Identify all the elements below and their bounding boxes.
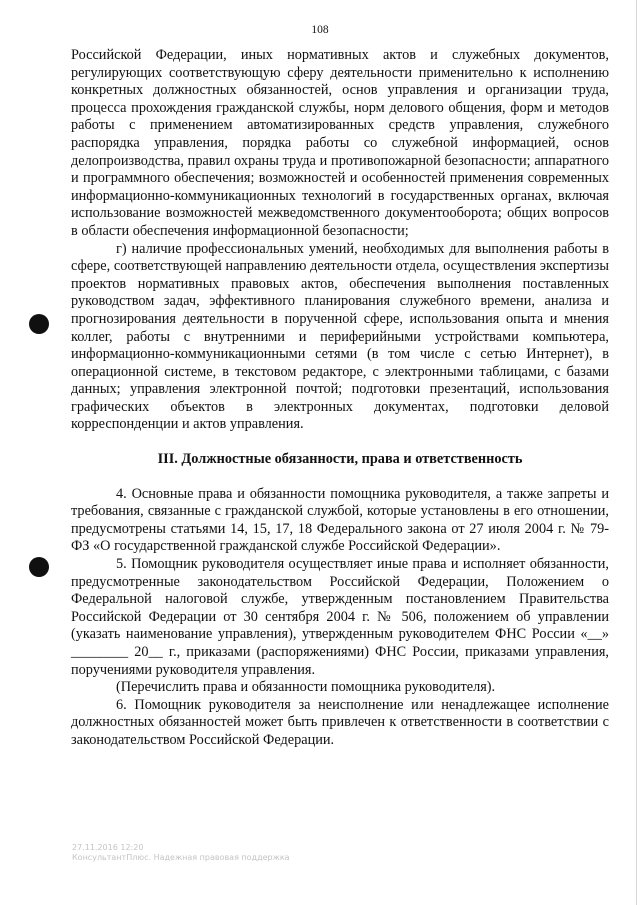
paragraph-item-5: 5. Помощник руководителя осуществляет иные права и исполняет обязанности, предусмотренные законодательством Российской Федерации, Положением о Федеральной налоговой службе, утвержденным постановлением Правительства Российской Федерации от 30 сентября 2004 г. № 506, положением об управлении (указать наименование управления), утвержденным руководителем ФНС России «__» ________ 20__ г., приказами (распоряжениями) ФНС России, приказами управления, поручениями руководителя управления. [71,556,609,678]
paragraph-note: (Перечислить права и обязанности помощника руководителя). [116,679,496,696]
punch-hole-icon [29,314,49,334]
footer-stamp-date: 27.11.2016 12:20 [72,843,144,852]
section-heading: III. Должностные обязанности, права и ответственность [157,451,523,468]
paragraph-skills-g: г) наличие профессиональных умений, необходимых для выполнения работы в сфере, соответствующей направлению деятельности отдела, осуществления экспертизы проектов нормативных правовых актов, обеспечения выполнения поставленных руководством задач, эффективного планирования служебного времени, анализа и прогнозирования деятельности в порученной сфере, использования опыта и мнения коллег, работы с внутренними и периферийными устройствами компьютера, информационно-коммуникационными сетями (в том числе с сетью Интернет), в операционной системе, в текстовом редакторе, с электронными таблицами, с базами данных; управления электронной почтой; подготовки презентаций, использования графических объектов в электронных документах, подготовки деловой корреспонденции и актов управления. [71,240,609,433]
punch-hole-icon [29,557,49,577]
page-number: 108 [311,24,329,36]
document-body [71,47,609,750]
paragraph-item-4: 4. Основные права и обязанности помощника руководителя, а также запреты и требования, связанные с гражданской службой, которые установлены в его отношении, предусмотрены статьями 14, 15, 17, 18 Федерального закона от 27 июля 2004 г. № 79-ФЗ «О государственной гражданской службе Российской Федерации». [71,485,609,555]
paragraph-knowledge-continuation: Российской Федерации, иных нормативных актов и служебных документов, регулирующих соответствующую сферу деятельности применительно к исполнению конкретных должностных обязанностей, основ управления и организации труда, процесса прохождения гражданской службы, норм делового общения, форм и методов работы с применением автоматизированных средств управления, служебного распорядка управления, порядка работы со служебной информацией, основ делопроизводства, правил охраны труда и противопожарной безопасности; аппаратного и программного обеспечения; возможностей и особенностей применения современных информационно-коммуникационных технологий в государственных органах, включая использование возможностей межведомственного документооборота; общих вопросов в области обеспечения информационной безопасности; [71,47,609,239]
paragraph-item-6: 6. Помощник руководителя за неисполнение или ненадлежащее исполнение должностных обязанностей может быть привлечен к ответственности в соответствии с законодательством Российской Федерации. [71,696,609,748]
page-edge-divider [636,0,637,905]
footer-stamp-source: КонсультантПлюс. Надежная правовая поддержка [72,853,290,862]
